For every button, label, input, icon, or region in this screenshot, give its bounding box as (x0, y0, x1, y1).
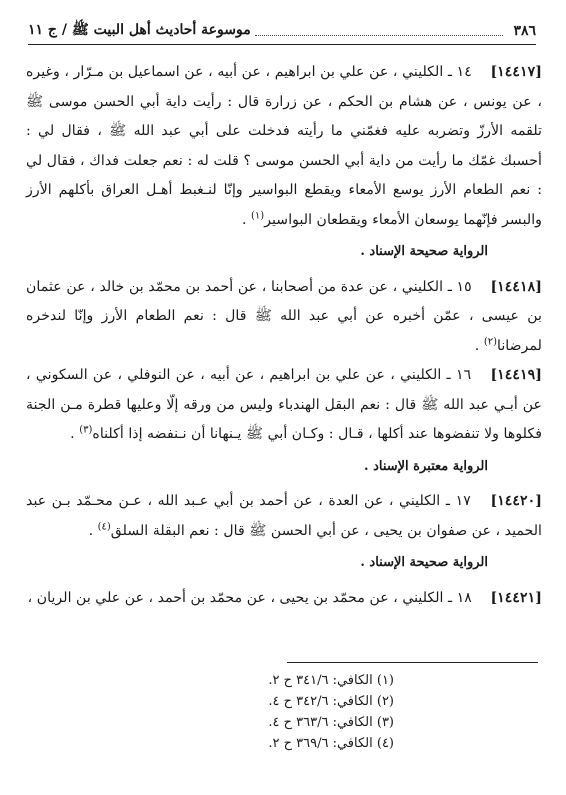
hadith-text: ١٨ ـ الكليني ، عن محمّد بن يحيى ، عن محمّد بن أحمد ، عن علي بن الريان ، (27, 589, 472, 606)
footnotes-list (194, 670, 394, 754)
hadith-number: [١٤٤٢١] (490, 589, 542, 606)
hadith-grade: الرواية معتبرة الإسناد . (364, 458, 488, 474)
hadith-entry: [١٤٤١٩] ١٦ ـ الكليني ، عن علي بن ابراهيم ، عن أبيه ، عن النوفلي ، عن السكوني ، عن أبـي عبد الله ﷺ قال : نعم البقل الهندباء وليس من ورقه إلّا وعليها قطرة مـن الجنة فكلوها ولا تنفضوها عند أكلها ، قـال : وكـان أبي ﷺ يـنهانا أن نـنفضه إذا أكلناه$^{(٣)}$ . (26, 367, 542, 442)
header-dot-leader (255, 35, 504, 36)
hadith-grade: الرواية صحيحة الإسناد . (360, 555, 488, 570)
footnote-separator (287, 662, 538, 663)
hadith-number: [١٤٤١٨] (490, 278, 542, 295)
hadith-entry (26, 584, 542, 614)
footnote-item: (٢) الكافي: ٣٤٢/٦ ح ٤. (268, 694, 394, 709)
footnote-ref: (٢) (483, 335, 497, 347)
hadith-entry: [١٤٤١٨] ١٥ ـ الكليني ، عن عدة من أصحابنا ، عن أحمد بن محمّد بن خالد ، عن عثمان بن عيسى ، عمّن أخبره عن أبي عبد الله ﷺ قال : نعم الطعام الأرز وإنّا لندخره لمرضانا$^{(٢)}$ . (26, 278, 542, 354)
hadith-entry: [١٤٤٢٠] ١٧ ـ الكليني ، عن العدة ، عن أحمد بن أبي عـبد الله ، عـن محـمّد بـن عبد الحميد ، عن صفوان بن يحيى ، عن أبي الحسن ﷺ قال : نعم البقلة السلق$^{(٤)}$ . (26, 493, 543, 539)
hadith-entry: [١٤٤١٧] ١٤ ـ الكليني ، عن علي بن ابراهيم ، عن أبيه ، عن اسماعيل بن مـرّار ، وغيره ، عن يونس ، عن هشام بن الحكم ، عن زرارة قال : رأيت داية أبي الحسن موسى ﷺ تلقمه الأرزّ وتضربه عليه فغمّني ما رأيته فدخلت على أبي عبد الله ﷺ ، فقال لي : أحسبك غمّك ما رأيت من داية أبي الحسن موسى ؟ قلت له : نعم جعلت فداك ، فقال لي : نعم الطعام الأرز يوسع الأمعاء ويقطع البواسير وإنّا لنـغبط أهـل العراق بأكلهم الأرز والبسر فإنّهما يوسعان الأمعاء ويقطعان البواسير$^{(١)}$ . (26, 64, 542, 228)
hadith-text: ١٤ ـ الكليني ، عن علي بن ابراهيم ، عن أبيه ، عن اسماعيل بن مـرّار ، وغيره ، عن يونس ، عن هشام بن الحكم ، عن زرارة قال : رأيت داية أبي الحسن موسى ﷺ تلقمه الأرزّ وتضربه عليه فغمّني ما رأيته فدخلت على أبي عبد الله ﷺ ، فقال لي : أحسبك غمّك ما رأيت من داية أبي الحسن موسى ؟ قلت له : نعم جعلت فداك ، فقال لي : نعم الطعام الأرز يوسع الأمعاء ويقطع البواسير وإنّا لنـغبط أهـل العراق بأكلهم الأرز والبسر فإنّهما يوسعان الأمعاء ويقطعان البواسير (26, 64, 542, 228)
hadith-text: ١٧ ـ الكليني ، عن العدة ، عن أحمد بن أبي عـبد الله ، عـن محـمّد بـن عبد الحميد ، عن صفوان بن يحيى ، عن أبي الحسن ﷺ قال : نعم البقلة السلق (26, 493, 542, 539)
footnote-ref: (٣) (79, 424, 93, 436)
page-header (28, 18, 536, 45)
footnote-ref: (١) (251, 209, 265, 221)
hadith-text: ١٦ ـ الكليني ، عن علي بن ابراهيم ، عن أبيه ، عن النوفلي ، عن السكوني ، عن أبـي عبد الله ﷺ قال : نعم البقل الهندباء وليس من ورقه إلّا وعليها قطرة مـن الجنة فكلوها ولا تنفضوها عند أكلها ، قـال : وكـان أبي ﷺ يـنهانا أن نـنفضه إذا أكلناه (26, 367, 542, 442)
hadith-number: [١٤٤١٩] (490, 367, 542, 383)
hadith-grade: الرواية صحيحة الإسناد . (360, 244, 488, 259)
footnote-item: (٣) الكافي: ٣٦٣/٦ ح ٤. (268, 715, 394, 730)
page-body (26, 58, 542, 613)
hadith-number: [١٤٤٢٠] (490, 493, 543, 509)
footnote-ref: (٤) (97, 520, 111, 532)
book-title: موسوعة أحاديث أهل البيت ﷺ / ج ١١ (28, 22, 251, 38)
footnote-item: (١) الكافي: ٣٤١/٦ ح ٢. (268, 673, 394, 688)
hadith-number: [١٤٤١٧] (490, 64, 542, 80)
page-number: ٣٨٦ (513, 23, 536, 39)
footnote-item: (٤) الكافي: ٣٦٩/٦ ح ٢. (268, 736, 394, 751)
hadith-text: ١٥ ـ الكليني ، عن عدة من أصحابنا ، عن أحمد بن محمّد بن خالد ، عن عثمان بن عيسى ، عمّن أخبره عن أبي عبد الله ﷺ قال : نعم الطعام الأرز وإنّا لندخره لمرضانا (26, 278, 542, 354)
